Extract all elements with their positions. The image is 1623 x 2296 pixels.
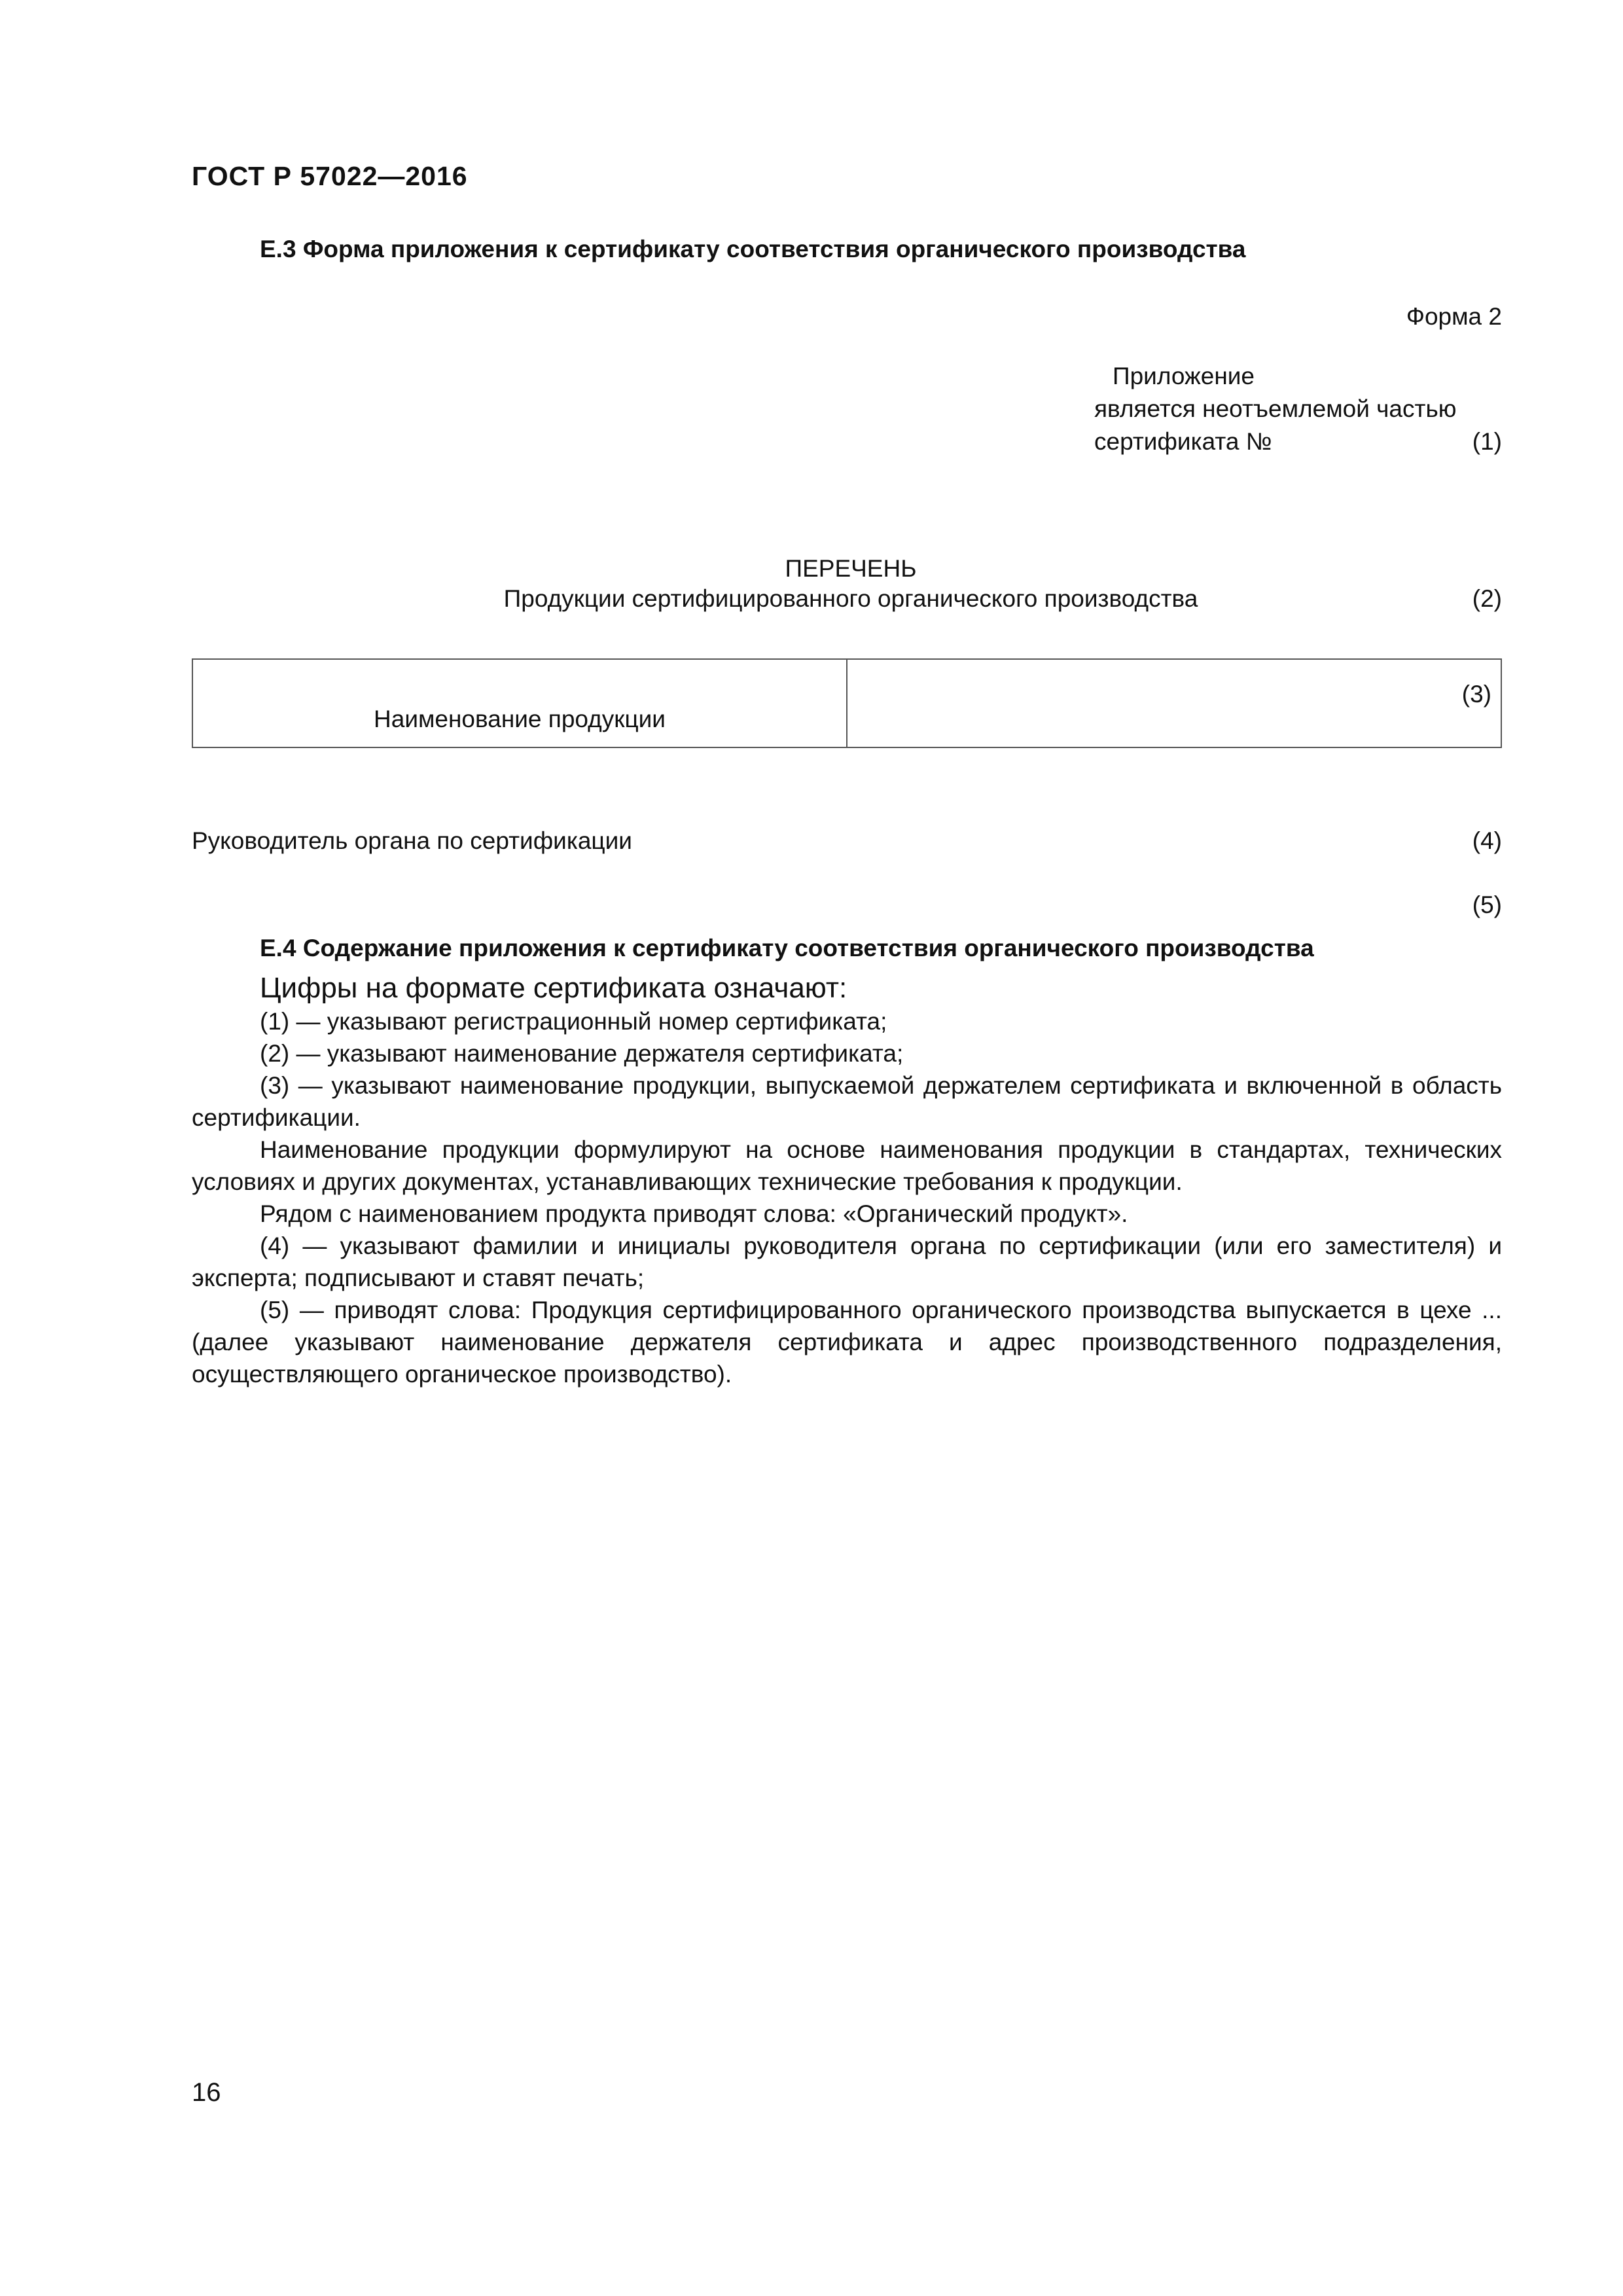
list-subtitle: Продукции сертифицированного органического производства	[503, 585, 1198, 612]
explanation-text	[192, 971, 1502, 1390]
marker-5: (5)	[1472, 891, 1502, 918]
explanation-lead: Цифры на формате сертификата означают:	[260, 972, 847, 1004]
appendix-line-3: сертификата №	[1094, 428, 1272, 455]
marker-3: (3)	[1461, 681, 1491, 708]
certification-head-label: Руководитель органа по сертификации	[192, 827, 632, 854]
product-name-header: Наименование продукции	[374, 706, 666, 732]
table-divider	[846, 660, 847, 747]
explanation-paragraph: (3) — указывают наименование продукции, выпускаемой держателем сертификата и включенной в область сертификации.	[192, 1072, 1502, 1131]
explanation-paragraph: Рядом с наименованием продукта приводят слова: «Органический продукт».	[260, 1200, 1128, 1227]
product-table	[192, 658, 1502, 748]
appendix-line-1: Приложение	[1113, 363, 1255, 389]
marker-4: (4)	[1472, 827, 1502, 854]
section-e4-title: Е.4 Содержание приложения к сертификату соответствия органического производства	[260, 935, 1314, 961]
appendix-line-2: является неотъемлемой частью	[1094, 395, 1457, 422]
form-label: Форма 2	[1406, 303, 1502, 330]
list-title: ПЕРЕЧЕНЬ	[785, 555, 917, 582]
document-code: ГОСТ Р 57022—2016	[192, 161, 468, 191]
explanation-paragraph: (1) — указывают регистрационный номер сертификата;	[260, 1008, 887, 1035]
explanation-paragraph: (5) — приводят слова: Продукция сертифицированного органического производства выпускается в цехе ... (далее указывают наименование держателя сертификата и адрес производственного подразделения, осуществляющего органическое производство).	[192, 1297, 1502, 1388]
explanation-paragraph: (2) — указывают наименование держателя сертификата;	[260, 1040, 904, 1067]
section-e3-title: Е.3 Форма приложения к сертификату соответствия органического производства	[260, 236, 1246, 262]
explanation-paragraph: Наименование продукции формулируют на основе наименования продукции в стандартах, технических условиях и других документах, устанавливающих технические требования к продукции.	[192, 1136, 1502, 1195]
explanation-paragraph: (4) — указывают фамилии и инициалы руководителя органа по сертификации (или его заместителя) и эксперта; подписывают и ставят печать;	[192, 1232, 1502, 1291]
marker-1: (1)	[1472, 428, 1502, 455]
page-number: 16	[192, 2078, 221, 2107]
marker-2: (2)	[1472, 585, 1502, 612]
